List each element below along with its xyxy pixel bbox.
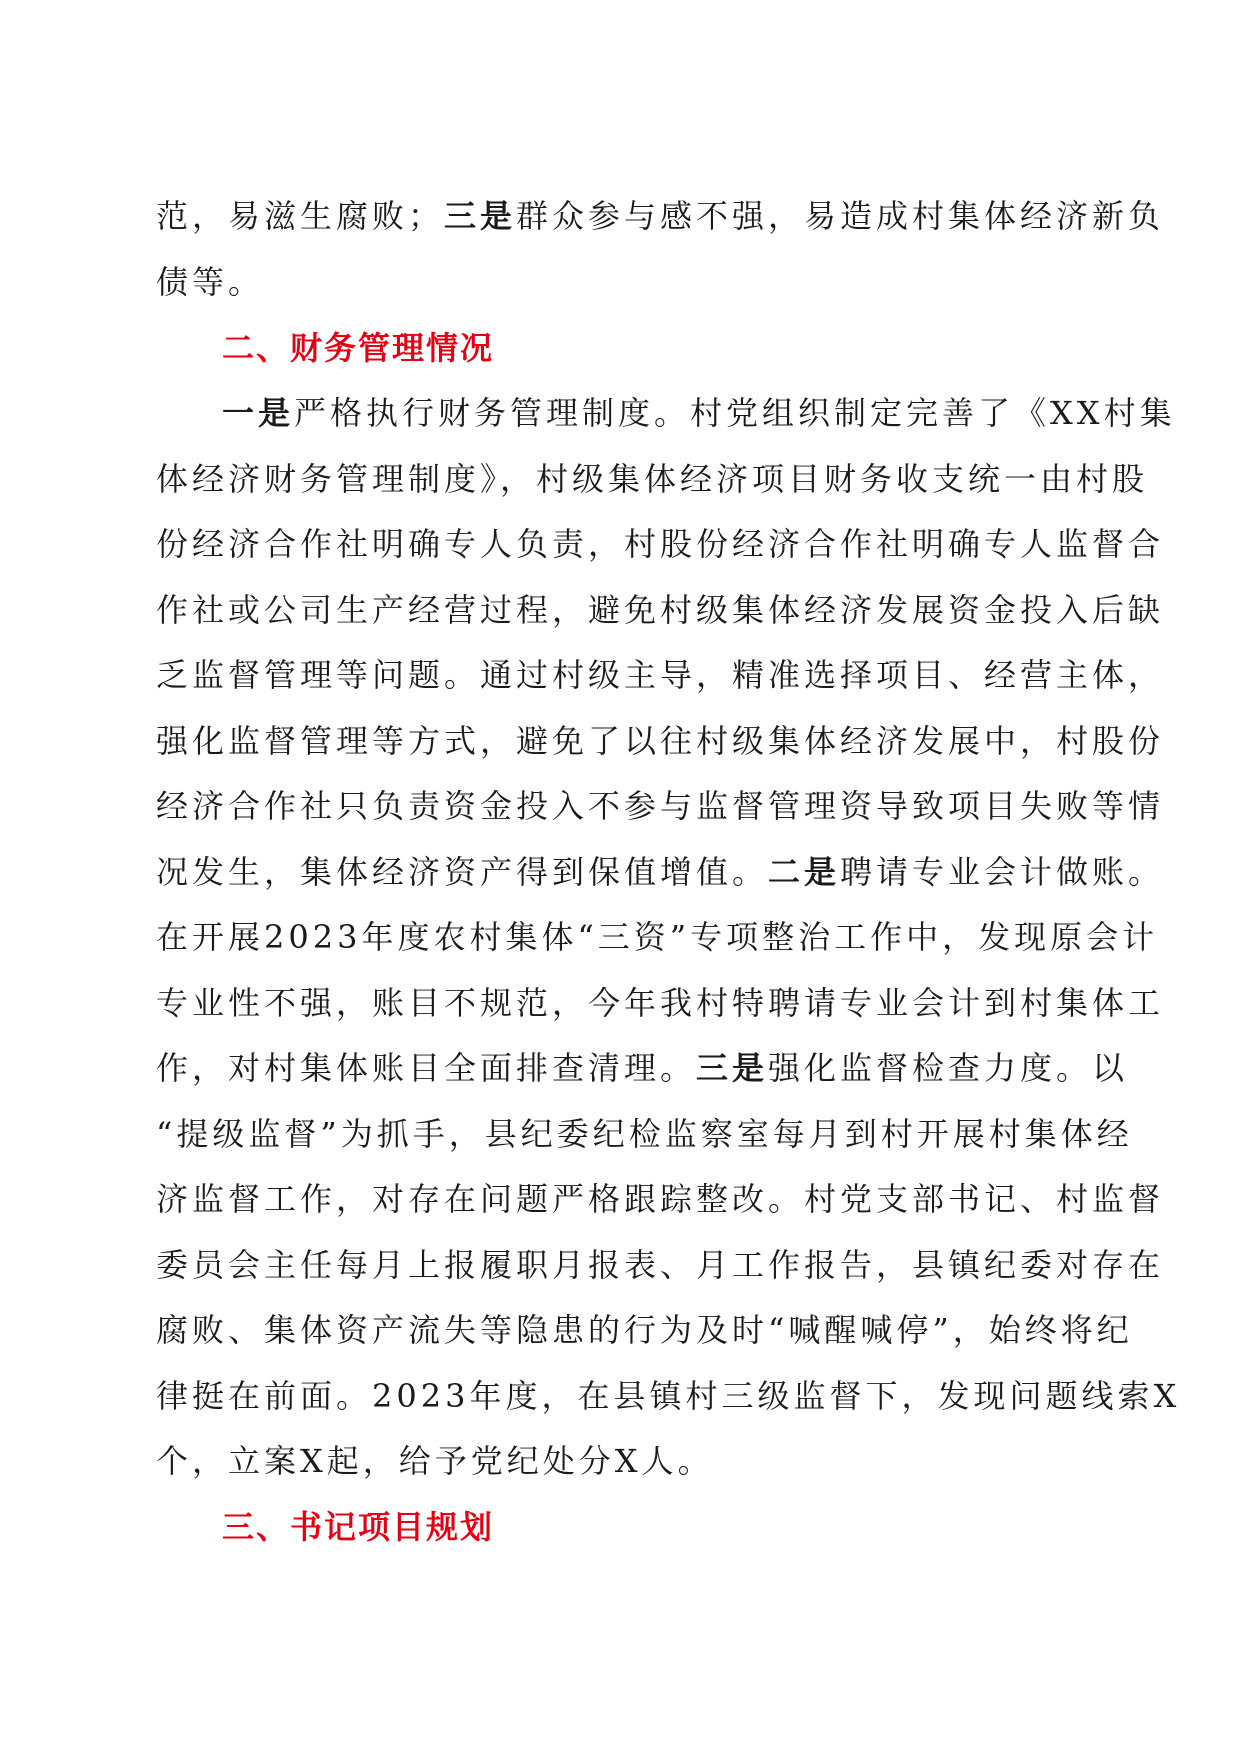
para-line-10: 专业性不强，账目不规范，今年我村特聘请专业会计到村集体工 (156, 984, 1165, 1022)
para-line-17: 个，立案X起，给予党纪处分X人。 (156, 1442, 714, 1480)
lead-three-b: 三是 (696, 1049, 769, 1087)
para-line-2: 体经济财务管理制度》，村级集体经济项目财务收支统一由村股 (156, 460, 1149, 498)
section-heading-finance: 二、财务管理情况 (222, 329, 495, 367)
para-line-11: 作，对村集体账目全面排查清理。三是强化监督检查力度。以 (156, 1049, 1129, 1087)
lead-two: 二是 (768, 853, 841, 891)
para-line-1: 一是严格执行财务管理制度。村党组织制定完善了《XX村集 (222, 394, 1176, 432)
para-line-15: 腐败、集体资产流失等隐患的行为及时“喊醒喊停”，始终将纪 (156, 1311, 1133, 1349)
para-line-6: 强化监督管理等方式，避免了以往村级集体经济发展中，村股份 (156, 722, 1165, 760)
para-line-9: 在开展2023年度农村集体“三资”专项整治工作中，发现原会计 (156, 918, 1159, 956)
intro-line-2: 债等。 (156, 263, 265, 301)
lead-three: 三是 (444, 197, 517, 235)
para-line-5: 乏监督管理等问题。通过村级主导，精准选择项目、经营主体， (156, 656, 1165, 694)
para-line-8: 况发生，集体经济资产得到保值增值。二是聘请专业会计做账。 (156, 853, 1165, 891)
para-line-12: “提级监督”为抓手，县纪委纪检监察室每月到村开展村集体经 (156, 1115, 1133, 1153)
para-line-14: 委员会主任每月上报履职月报表、月工作报告，县镇纪委对存在 (156, 1246, 1165, 1284)
para-line-7: 经济合作社只负责资金投入不参与监督管理资导致项目失败等情 (156, 787, 1165, 825)
para-line-4: 作社或公司生产经营过程，避免村级集体经济发展资金投入后缺 (156, 591, 1165, 629)
para-line-3: 份经济合作社明确专人负责，村股份经济合作社明确专人监督合 (156, 525, 1165, 563)
para-line-16: 律挺在前面。2023年度，在县镇村三级监督下，发现问题线索X (156, 1377, 1181, 1415)
para-line-13: 济监督工作，对存在问题严格跟踪整改。村党支部书记、村监督 (156, 1180, 1165, 1218)
section-heading-project: 三、书记项目规划 (222, 1508, 495, 1546)
lead-one: 一是 (222, 394, 295, 432)
intro-line-1: 范，易滋生腐败；三是群众参与感不强，易造成村集体经济新负 (156, 197, 1165, 235)
